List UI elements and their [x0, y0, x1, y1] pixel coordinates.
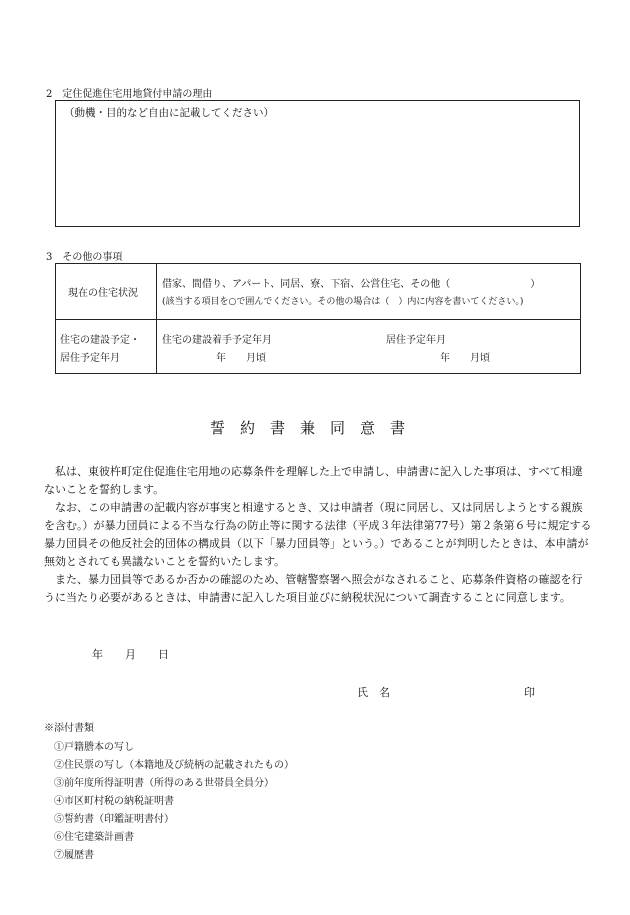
build-start-label: 住宅の建設着手予定年月 [162, 335, 272, 346]
section3-heading: 3 その他の事項 [46, 252, 123, 263]
pledge-date[interactable]: 年 月 日 [92, 648, 169, 661]
attachment-item: ④市区町村税の納税証明書 [54, 796, 174, 807]
attachment-item: ②住民票の写し（本籍地及び続柄の記載されたもの） [54, 760, 294, 771]
section2-heading: 2 定住促進住宅用地貸付申請の理由 [46, 89, 213, 100]
attachment-item: ⑤誓約書（印鑑証明書付） [54, 814, 174, 825]
attachment-item: ⑥住宅建築計画書 [54, 832, 134, 843]
attachment-item: ③前年度所得証明書（所得のある世帯員全員分） [54, 778, 274, 789]
attachment-item: ⑦履歴書 [54, 850, 94, 861]
attachments-heading: ※添付書類 [44, 723, 94, 734]
name-label: 氏 名 [357, 686, 390, 699]
pledge-paragraph-1: 私は、東彼杵町定住促進住宅用地の応募条件を理解した上で申請し、申請書に記入した事項は、すべて相違ないことを誓約します。 [44, 465, 583, 496]
move-in-label: 居住予定年月 [386, 335, 446, 346]
housing-status-options[interactable]: 借家、間借り、アパート、同居、寮、下宿、公営住宅、その他（ ） [162, 279, 541, 290]
schedule-label-line1: 住宅の建設予定・ [60, 335, 140, 346]
attachment-item: ①戸籍謄本の写し [54, 742, 134, 753]
schedule-label-line2: 居住予定年月 [60, 353, 120, 364]
seal-mark: 印 [524, 686, 535, 699]
pledge-paragraph-2: なお、この申請書の記載内容が事実と相違するとき、又は申請者（現に同居し、又は同居しようとする親族を含む。）が暴力団員による不当な行為の防止等に関する法律（平成３年法律第77号）第２条第６号に規定する暴力団員その他反社会的団体の構成員（以下「暴力団員等」という。）であることが判明したときは、本申請が無効とされても異議ないことを誓約いたします。 [44, 501, 592, 568]
move-in-value[interactable]: 年 月頃 [440, 353, 490, 364]
pledge-paragraph-3: また、暴力団員等であるか否かの確認のため、管轄警察署へ照会がなされること、応募条件資格の確認を行うに当たり必要があるときは、申請書に記入した項目並びに納税状況について調査することに同意します。 [44, 573, 583, 604]
pledge-title: 誓約書兼同意書 [209, 419, 420, 437]
build-start-value[interactable]: 年 月頃 [216, 353, 266, 364]
table-divider [56, 319, 580, 320]
reason-hint: （動機・目的など自由に記載してください） [64, 107, 274, 119]
housing-status-label: 現在の住宅状況 [68, 288, 138, 299]
housing-status-note: (該当する項目を○で囲んでください。その他の場合は（ ）内に内容を書いてください。) [162, 297, 524, 307]
reason-box[interactable] [55, 100, 580, 227]
other-matters-table [55, 263, 581, 374]
